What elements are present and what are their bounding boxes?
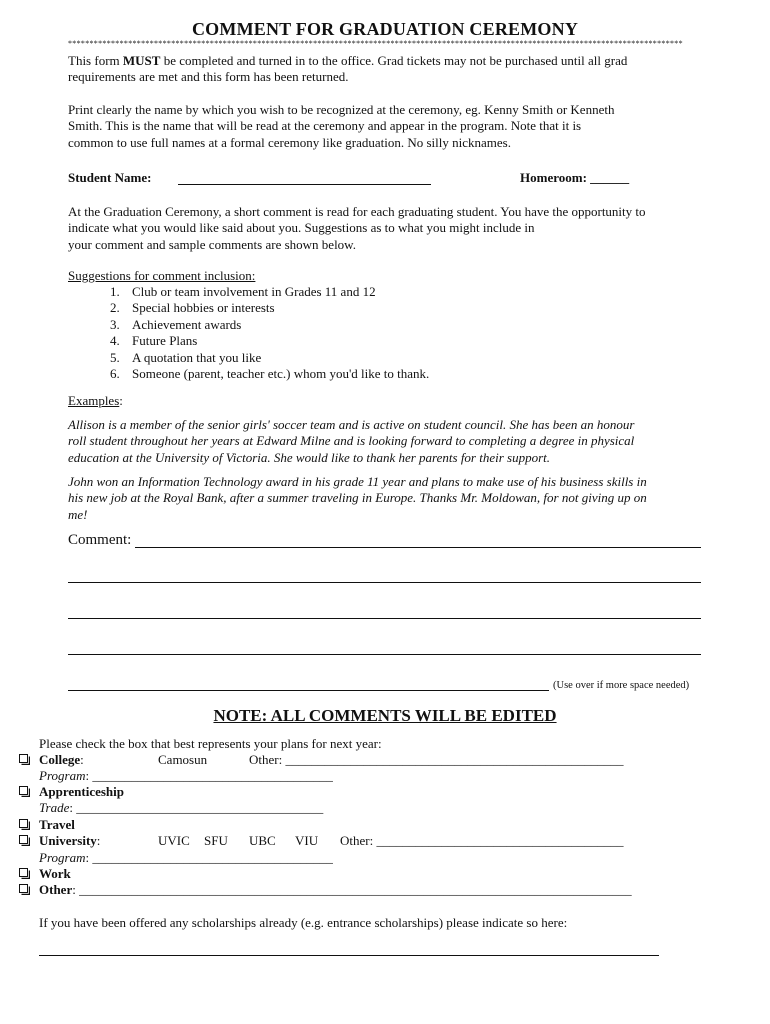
checkbox-icon — [19, 754, 30, 765]
list-item — [110, 333, 429, 349]
apprenticeship-label: Apprenticeship — [39, 784, 124, 799]
university-label: University — [39, 833, 97, 848]
example-text: roll student throughout her years at Edward Milne and is looking forward to completing a degree in physical — [68, 433, 635, 449]
comment-line-5[interactable] — [68, 690, 549, 691]
program-blank: : _____________________________________ — [85, 850, 333, 865]
college-colon: : — [80, 752, 84, 767]
suggestions-list — [110, 284, 429, 382]
trade-blank: : ______________________________________ — [69, 800, 324, 815]
checkbox-icon — [19, 786, 30, 797]
comment-line-2[interactable] — [68, 582, 701, 583]
university-program-field[interactable] — [39, 850, 333, 866]
uvic-option: UVIC — [158, 833, 190, 848]
example-text: his new job at the Royal Bank, after a summer traveling in Europe. Thanks Mr. Moldowan, for not giving up on — [68, 490, 647, 506]
program-label: Program — [39, 768, 86, 783]
examples-colon: : — [119, 393, 123, 408]
ubc-option: UBC — [249, 833, 276, 848]
list-number: 2. — [110, 300, 120, 316]
list-number: 6. — [110, 366, 120, 382]
list-item — [110, 300, 429, 316]
homeroom-field[interactable] — [520, 170, 629, 186]
list-text: Someone (parent, teacher etc.) whom you'd like to thank. — [132, 366, 430, 382]
suggestions-heading: Suggestions for comment inclusion: — [68, 268, 256, 283]
note-heading: NOTE: ALL COMMENTS WILL BE EDITED — [213, 706, 557, 725]
other-field[interactable] — [39, 882, 632, 898]
list-text: A quotation that you like — [132, 349, 262, 365]
intro-paragraph-2 — [68, 102, 698, 151]
college-other-field[interactable]: Other: ____________________________________________________ — [249, 752, 624, 767]
university-colon: : — [96, 833, 101, 848]
example-1 — [68, 417, 708, 466]
example-2 — [68, 474, 708, 523]
intro-paragraph-3 — [68, 204, 708, 253]
example-text: me! — [68, 506, 88, 522]
star-divider: *********************************************************************************************************************************************** — [68, 39, 683, 48]
student-name-field[interactable] — [178, 184, 431, 185]
checkbox-icon — [19, 868, 30, 879]
intro-text: common to use full names at a formal ceremony like graduation. No silly nicknames. — [68, 134, 511, 150]
list-item — [110, 284, 429, 300]
example-text: education at the University of Victoria. She would like to thank her parents for their support. — [68, 449, 551, 465]
intro-text: indicate what you would like said about you. Suggestions as to what you might include in — [68, 220, 535, 236]
intro-text: your comment and sample comments are shown below. — [68, 236, 356, 252]
university-other-field[interactable]: Other: ______________________________________ — [340, 833, 624, 848]
sfu-option: SFU — [204, 833, 228, 848]
intro-text: Smith. This is the name that will be read at the ceremony and appear in the program. Note that it is — [68, 118, 582, 134]
trade-label: Trade — [39, 800, 70, 815]
university-checkbox[interactable] — [19, 835, 30, 846]
example-text: John won an Information Technology award in his grade 11 year and plans to make use of his business skills in — [68, 474, 647, 489]
college-option — [39, 752, 84, 768]
examples-heading-text: Examples — [68, 393, 120, 408]
form-title: COMMENT FOR GRADUATION CEREMONY — [191, 19, 579, 39]
list-item — [110, 317, 429, 333]
comment-line-3[interactable] — [68, 618, 701, 619]
scholarship-line[interactable] — [39, 955, 659, 956]
list-number: 1. — [110, 284, 120, 299]
list-number: 4. — [110, 333, 120, 349]
comment-label: Comment: — [68, 532, 132, 548]
intro-text: Print clearly the name by which you wish to be recognized at the ceremony, eg. Kenny Smith or Kenneth — [68, 102, 615, 117]
travel-checkbox[interactable] — [19, 819, 30, 830]
intro-text: At the Graduation Ceremony, a short comment is read for each graduating student. You have the opportunity to — [68, 204, 646, 219]
other-checkbox[interactable] — [19, 884, 30, 895]
intro-text: This form — [68, 53, 123, 68]
other-blank: : _____________________________________________________________________________________ — [72, 882, 632, 897]
work-label: Work — [39, 866, 71, 881]
college-program-field[interactable] — [39, 768, 333, 784]
comment-line-4[interactable] — [68, 654, 701, 655]
student-name-label: Student Name: — [68, 170, 152, 185]
intro-text: requirements are met and this form has been returned. — [68, 69, 349, 85]
program-blank: : _____________________________________ — [85, 768, 333, 783]
list-item — [110, 366, 429, 382]
intro-text: be completed and turned in to the office. Grad tickets may not be purchased until all grad — [160, 53, 628, 68]
college-label: College — [39, 752, 81, 767]
list-number: 5. — [110, 349, 120, 365]
homeroom-label: Homeroom: ______ — [520, 170, 630, 185]
list-number: 3. — [110, 316, 120, 332]
college-checkbox[interactable] — [19, 754, 30, 765]
checkbox-icon — [19, 884, 30, 895]
viu-option: VIU — [295, 833, 319, 848]
examples-heading — [68, 393, 123, 409]
work-checkbox[interactable] — [19, 868, 30, 879]
plans-prompt: Please check the box that best represents your plans for next year: — [39, 736, 382, 751]
camosun-option: Camosun — [158, 752, 208, 767]
university-option — [39, 833, 100, 849]
checkbox-icon — [19, 835, 30, 846]
intro-paragraph-1 — [68, 53, 698, 86]
must-emphasis: MUST — [122, 53, 161, 68]
list-item — [110, 350, 429, 366]
list-text: Club or team involvement in Grades 11 and 12 — [132, 284, 376, 299]
example-text: Allison is a member of the senior girls' soccer team and is active on student council. She has been an honour — [68, 417, 635, 432]
comment-line-1[interactable] — [135, 547, 701, 548]
travel-label: Travel — [39, 817, 75, 832]
program-label: Program — [39, 850, 86, 865]
list-text: Special hobbies or interests — [132, 300, 275, 316]
apprenticeship-checkbox[interactable] — [19, 786, 30, 797]
trade-field[interactable] — [39, 800, 323, 816]
other-label: Other — [39, 882, 73, 897]
checkbox-icon — [19, 819, 30, 830]
list-text: Future Plans — [132, 333, 198, 349]
use-over-note: (Use over if more space needed) — [553, 680, 690, 691]
list-text: Achievement awards — [132, 316, 242, 332]
scholarship-prompt: If you have been offered any scholarships already (e.g. entrance scholarships) please indicate so here: — [39, 915, 568, 930]
